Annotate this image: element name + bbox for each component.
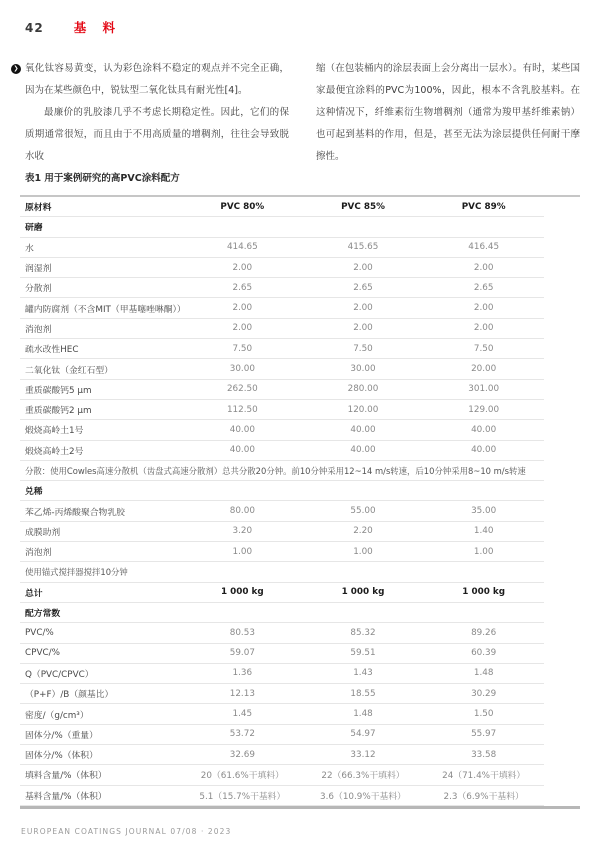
row-label: PVC/% bbox=[25, 627, 54, 638]
row-value: 120.00 bbox=[347, 404, 379, 415]
row-value: 1.48 bbox=[473, 668, 494, 679]
table-row-data bbox=[20, 786, 544, 806]
column-header: PVC 80% bbox=[220, 201, 265, 212]
table-row-data bbox=[20, 745, 544, 765]
intro-text bbox=[25, 58, 581, 168]
row-value: 1 000 kg bbox=[220, 587, 264, 598]
row-value: 2.00 bbox=[232, 303, 253, 314]
table-row-data bbox=[20, 623, 544, 643]
row-value: 112.50 bbox=[226, 404, 258, 415]
row-value: 2.3（6.9%干基料） bbox=[443, 791, 524, 802]
row-header-label: 原材料 bbox=[25, 203, 52, 214]
table-row-data bbox=[20, 238, 544, 258]
row-value: 2.00 bbox=[473, 323, 494, 334]
table-row-section bbox=[20, 217, 544, 237]
row-value: 2.00 bbox=[232, 262, 253, 273]
row-label: （P+F）/B（颜基比） bbox=[25, 690, 114, 701]
row-label: 分散剂 bbox=[25, 284, 52, 295]
row-value: 3.6（10.9%干基料） bbox=[320, 791, 406, 802]
row-value: 414.65 bbox=[226, 242, 258, 253]
row-label: CPVC/% bbox=[25, 648, 60, 659]
row-value: 7.50 bbox=[473, 343, 494, 354]
column-header: PVC 89% bbox=[461, 201, 506, 212]
table-row-note bbox=[20, 562, 544, 582]
row-value: 35.00 bbox=[471, 506, 497, 517]
table-row-data bbox=[20, 278, 544, 298]
page-header bbox=[25, 18, 121, 36]
row-value: 80.53 bbox=[229, 627, 255, 638]
row-value: 80.00 bbox=[229, 506, 255, 517]
row-value: 30.00 bbox=[229, 364, 255, 375]
row-label: 罐内防腐剂（不含MIT（甲基噻唑啉酮）） bbox=[25, 304, 186, 315]
table-row-data bbox=[20, 359, 544, 379]
table-row-data bbox=[20, 522, 544, 542]
row-value: 129.00 bbox=[468, 404, 500, 415]
row-label: 使用锚式搅拌器搅拌10分钟 bbox=[25, 566, 128, 577]
row-value: 1.43 bbox=[353, 668, 373, 679]
formulation-table bbox=[20, 195, 580, 809]
row-value: 280.00 bbox=[347, 384, 379, 395]
row-value: 12.13 bbox=[229, 688, 255, 699]
row-value: 18.55 bbox=[350, 688, 376, 699]
row-value: 59.07 bbox=[229, 648, 255, 659]
table-row-data bbox=[20, 319, 544, 339]
table-row-data bbox=[20, 542, 544, 562]
row-value: 55.00 bbox=[350, 506, 376, 517]
section-title: 基 料 bbox=[73, 20, 122, 35]
row-value: 40.00 bbox=[229, 424, 255, 435]
row-value: 2.20 bbox=[353, 526, 373, 537]
row-value: 7.50 bbox=[353, 343, 373, 354]
row-value: 20.00 bbox=[471, 364, 497, 375]
row-value: 1.36 bbox=[232, 668, 253, 679]
table-row-data bbox=[20, 380, 544, 400]
row-label: 配方常数 bbox=[25, 609, 61, 620]
table-row-data bbox=[20, 420, 544, 440]
row-value: 3.20 bbox=[232, 526, 253, 537]
row-value: 1.00 bbox=[473, 546, 494, 557]
row-label: 消泡剂 bbox=[25, 548, 52, 559]
row-value: 2.00 bbox=[232, 323, 253, 334]
table-row-data bbox=[20, 298, 544, 318]
table-row-data bbox=[20, 339, 544, 359]
row-value: 1.48 bbox=[353, 709, 373, 720]
row-value: 40.00 bbox=[471, 445, 497, 456]
row-label: 基料含量/%（体积） bbox=[25, 791, 107, 802]
row-label: 重质碳酸钙2 μm bbox=[25, 406, 92, 417]
intro-left-column bbox=[25, 58, 289, 168]
row-label: 固体分/%（体积） bbox=[25, 751, 98, 762]
row-value: 24（71.4%干填料） bbox=[442, 771, 526, 782]
row-value: 2.00 bbox=[353, 323, 373, 334]
row-label: Q（PVC/CPVC） bbox=[25, 669, 94, 680]
row-value: 301.00 bbox=[468, 384, 500, 395]
page-number: 42 bbox=[25, 21, 44, 35]
table-row-data bbox=[20, 501, 544, 521]
journal-footer: EUROPEAN COATINGS JOURNAL 07/08 · 2023 bbox=[21, 827, 232, 836]
row-value: 2.65 bbox=[473, 282, 494, 293]
table-row-data bbox=[20, 765, 544, 785]
row-value: 1 000 kg bbox=[462, 587, 506, 598]
row-value: 262.50 bbox=[226, 384, 258, 395]
row-value: 416.45 bbox=[468, 242, 500, 253]
row-value: 7.50 bbox=[232, 343, 253, 354]
row-value: 40.00 bbox=[350, 424, 376, 435]
table-row-section bbox=[20, 603, 544, 623]
row-value: 1.00 bbox=[353, 546, 373, 557]
table-row-data bbox=[20, 725, 544, 745]
table-row-data bbox=[20, 258, 544, 278]
formulation-table-block bbox=[20, 170, 580, 809]
row-value: 1.40 bbox=[473, 526, 494, 537]
row-label: 分散：使用Cowles高速分散机（齿盘式高速分散剂）总共分散20分钟。前10分钟采用12~14 m/s转速，后10分钟采用8~10 m/s转速 bbox=[25, 465, 526, 476]
row-label: 二氧化钛（金红石型） bbox=[25, 365, 113, 376]
row-value: 32.69 bbox=[229, 749, 255, 760]
row-value: 2.00 bbox=[473, 303, 494, 314]
row-value: 60.39 bbox=[471, 648, 497, 659]
row-value: 89.26 bbox=[471, 627, 497, 638]
row-value: 30.29 bbox=[471, 688, 497, 699]
row-value: 30.00 bbox=[350, 364, 376, 375]
row-label: 成膜助剂 bbox=[25, 527, 61, 538]
table-row-data bbox=[20, 684, 544, 704]
row-label: 研磨 bbox=[25, 223, 43, 234]
table-title: 表1 用于案例研究的高PVC涂料配方 bbox=[25, 173, 180, 184]
table-row-total bbox=[20, 583, 544, 603]
row-value: 2.00 bbox=[353, 303, 373, 314]
row-value: 415.65 bbox=[347, 242, 379, 253]
intro-paragraph-1: 氧化钛容易黄变，认为彩色涂料不稳定的观点并不完全正确，因为在某些颜色中，锐钛型二氧化钛具有耐光性[4]。 bbox=[25, 63, 289, 96]
row-value: 2.00 bbox=[473, 262, 494, 273]
row-value: 40.00 bbox=[229, 445, 255, 456]
table-row-section bbox=[20, 481, 544, 501]
table-row-data bbox=[20, 704, 544, 724]
row-label: 水 bbox=[25, 243, 34, 254]
row-label: 填料含量/%（体积） bbox=[25, 771, 107, 782]
row-value: 2.65 bbox=[353, 282, 373, 293]
row-value: 40.00 bbox=[471, 424, 497, 435]
row-value: 20（61.6%干填料） bbox=[200, 771, 284, 782]
table-row-data bbox=[20, 441, 544, 461]
row-label: 重质碳酸钙5 μm bbox=[25, 385, 92, 396]
row-value: 5.1（15.7%干基料） bbox=[199, 791, 286, 802]
row-value: 54.97 bbox=[350, 729, 376, 740]
table-row-note bbox=[20, 461, 544, 481]
intro-paragraph-3: 缩（在包装桶内的涂层表面上会分离出一层水）。有时，某些国家最便宜涂料的PVC为100%，因此，根本不含乳胶基料。在这种情况下，纤维素衍生物增稠剂（通常为羧甲基纤维素钠）也可起到基料的作用，但是，甚至无法为涂层提供任何耐干摩擦性。 bbox=[316, 63, 580, 162]
row-label: 固体分/%（重量） bbox=[25, 730, 98, 741]
row-label: 煅烧高岭土1号 bbox=[25, 426, 84, 437]
row-value: 22（66.3%干填料） bbox=[321, 771, 405, 782]
row-value: 33.58 bbox=[471, 749, 497, 760]
column-header: PVC 85% bbox=[341, 201, 385, 212]
intro-right-column bbox=[316, 58, 580, 168]
row-value: 2.65 bbox=[232, 282, 253, 293]
row-value: 1 000 kg bbox=[341, 587, 385, 598]
row-value: 55.97 bbox=[471, 729, 497, 740]
row-label: 消泡剂 bbox=[25, 324, 52, 335]
table-header-row bbox=[20, 197, 544, 217]
row-value: 1.50 bbox=[473, 709, 494, 720]
row-value: 85.32 bbox=[350, 627, 376, 638]
row-value: 1.00 bbox=[232, 546, 253, 557]
row-label: 密度/（g/cm³） bbox=[25, 710, 89, 721]
row-value: 53.72 bbox=[229, 729, 255, 740]
row-label: 苯乙烯-丙烯酸聚合物乳胶 bbox=[25, 507, 125, 518]
intro-paragraph-2: 最廉价的乳胶漆几乎不考虑长期稳定性。因此，它们的保质期通常很短，而且由于不用高质量的增稠剂，往往会导致脱水收 bbox=[25, 107, 289, 162]
table-row-data bbox=[20, 400, 544, 420]
table-row-data bbox=[20, 644, 544, 664]
row-value: 2.00 bbox=[353, 262, 373, 273]
row-label: 总计 bbox=[25, 588, 43, 599]
row-label: 疏水改性HEC bbox=[25, 345, 79, 356]
table-row-data bbox=[20, 664, 544, 684]
row-label: 润湿剂 bbox=[25, 264, 52, 275]
row-label: 兑稀 bbox=[25, 487, 43, 498]
row-value: 59.51 bbox=[350, 648, 376, 659]
row-label: 煅烧高岭土2号 bbox=[25, 446, 84, 457]
row-value: 33.12 bbox=[350, 749, 376, 760]
arrow-bullet-icon: ❯ bbox=[11, 64, 21, 74]
row-value: 40.00 bbox=[350, 445, 376, 456]
row-value: 1.45 bbox=[232, 709, 253, 720]
